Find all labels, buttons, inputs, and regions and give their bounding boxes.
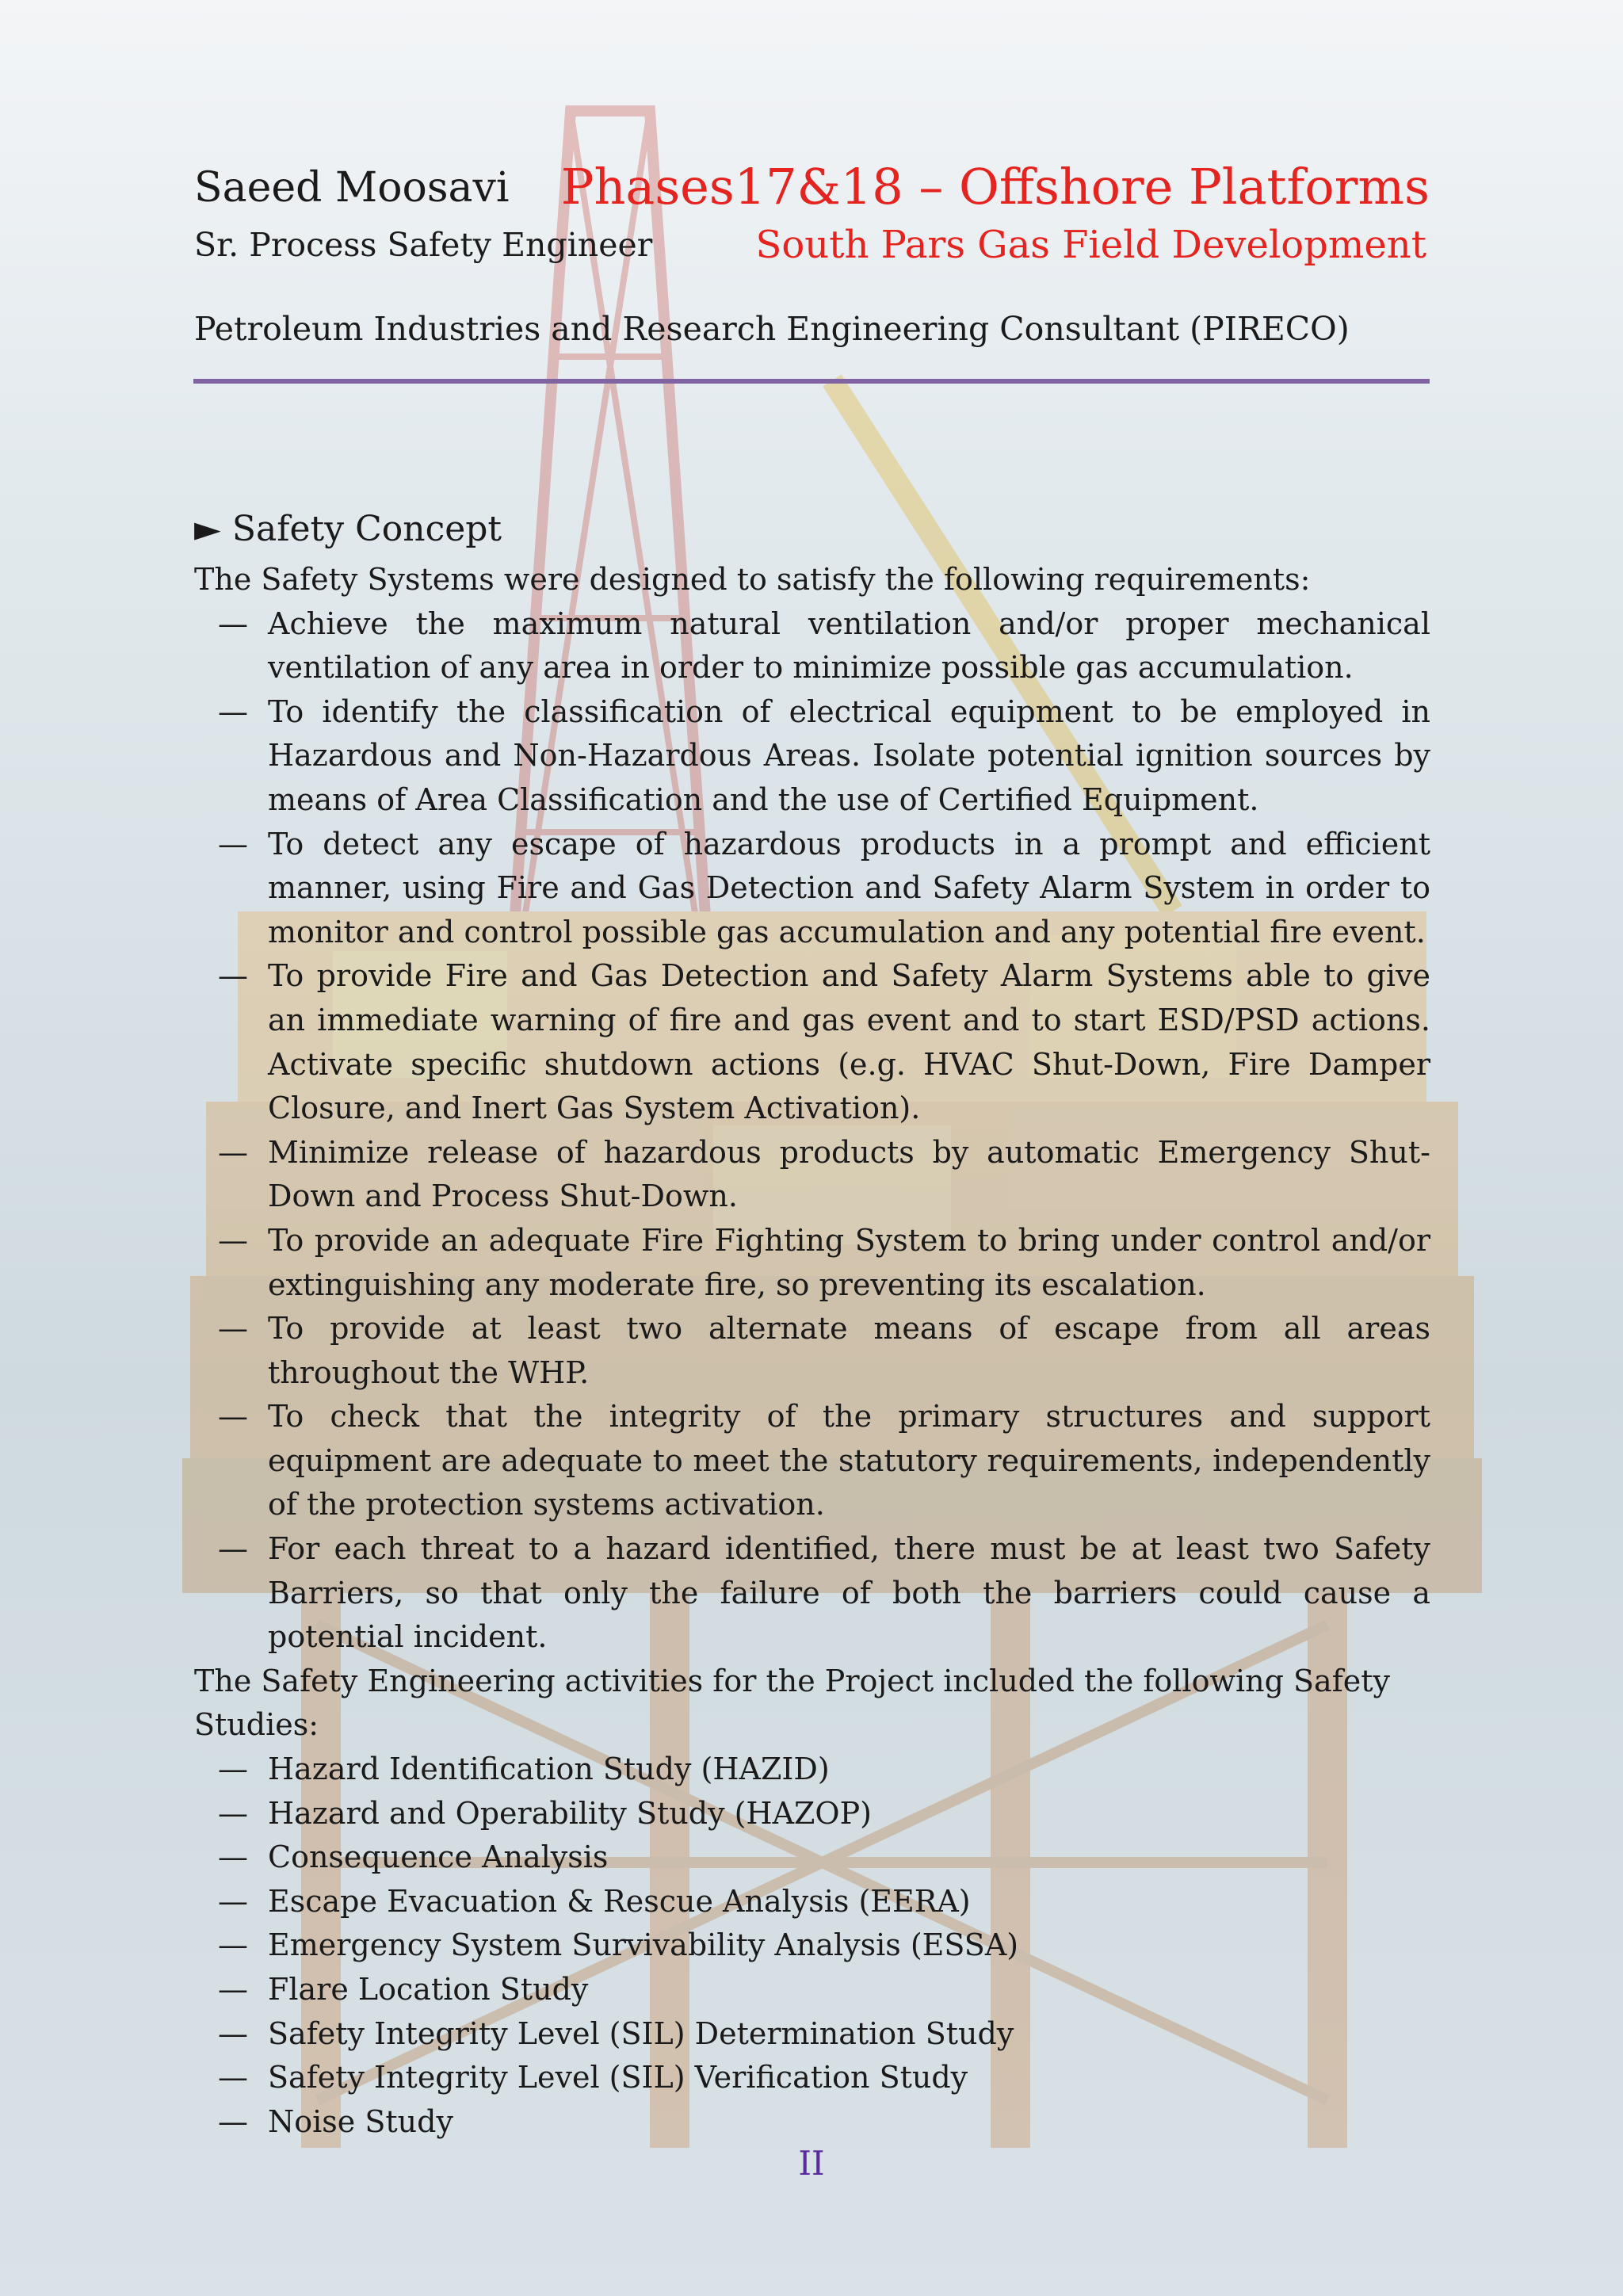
list-item-text: Safety Integrity Level (SIL) Determination Study [268, 2015, 1014, 2051]
header-divider [193, 379, 1430, 384]
dash-bullet: — [218, 1399, 248, 1435]
dash-bullet: — [218, 826, 248, 861]
list-item [194, 2012, 1430, 2057]
list-item-text: Consequence Analysis [268, 1839, 609, 1875]
dash-bullet: — [218, 958, 248, 994]
list-item [194, 1131, 1430, 1219]
list-item-text: To provide at least two alternate means of escape from all areas throughout the WHP. [268, 1311, 1430, 1390]
dash-bullet: — [218, 1883, 248, 1919]
list-item-text: Escape Evacuation & Rescue Analysis (EERA) [268, 1883, 971, 1919]
list-item-text: Noise Study [268, 2103, 453, 2139]
studies-list [194, 1748, 1430, 2144]
list-item [194, 1748, 1430, 1792]
section-heading [194, 502, 1430, 557]
list-item-text: Achieve the maximum natural ventilation and/or proper mechanical ventilation of any area in order to minimize possible gas accumulation. [268, 606, 1430, 686]
list-item-text: For each threat to a hazard identified, there must be at least two Safety Barriers, so that only the failure of both the barriers could cause a potential incident. [268, 1531, 1430, 1655]
list-item-text: Safety Integrity Level (SIL) Verification Study [268, 2060, 968, 2095]
dash-bullet: — [218, 1795, 248, 1831]
arrow-right-icon: ► [194, 509, 221, 549]
dash-bullet: — [218, 1531, 248, 1567]
list-item-text: Minimize release of hazardous products by automatic Emergency Shut-Down and Process Shut-Down. [268, 1134, 1430, 1214]
list-item [194, 954, 1430, 1130]
dash-bullet: — [218, 1972, 248, 2007]
main-content [194, 502, 1430, 2144]
dash-bullet: — [218, 1311, 248, 1347]
dash-bullet: — [218, 1752, 248, 1787]
list-item-text: Flare Location Study [268, 1972, 589, 2007]
author-role: Sr. Process Safety Engineer [194, 226, 653, 264]
project-title: Phases17&18 – Offshore Platforms [560, 158, 1430, 216]
list-item [194, 1395, 1430, 1527]
dash-bullet: — [218, 606, 248, 641]
list-item-text: To detect any escape of hazardous products in a prompt and efficient manner, using Fire and Gas Detection and Safety Alarm System in order to monitor and control possible gas accumulation and any potential fire event. [268, 826, 1430, 949]
dash-bullet: — [218, 2103, 248, 2139]
list-item-text: To provide an adequate Fire Fighting System to bring under control and/or extinguishing any moderate fire, so preventing its escalation. [268, 1222, 1430, 1302]
list-item [194, 1924, 1430, 1968]
list-item [194, 690, 1430, 823]
author-name: Saeed Moosavi [194, 164, 510, 212]
dash-bullet: — [218, 1222, 248, 1258]
list-item [194, 602, 1430, 690]
list-item [194, 1527, 1430, 1660]
section-title-text: Safety Concept [231, 509, 502, 549]
list-item-text: To identify the classification of electrical equipment to be employed in Hazardous and Non-Hazardous Areas. Isolate potential ignition sources by means of Area Classification and the use of Certified Equipment. [268, 693, 1430, 817]
company-name: Petroleum Industries and Research Engineering Consultant (PIRECO) [194, 310, 1350, 348]
dash-bullet: — [218, 2015, 248, 2051]
list-item [194, 1792, 1430, 1836]
list-item [194, 2056, 1430, 2100]
list-item-text: To provide Fire and Gas Detection and Safety Alarm Systems able to give an immediate warning of fire and gas event and to start ESD/PSD actions. Activate specific shutdown actions (e.g. HVAC Shut-Down, Fire Damper Closure, and Inert Gas System Activation). [268, 958, 1430, 1126]
list-item-text: Hazard Identification Study (HAZID) [268, 1752, 830, 1787]
project-subtitle: South Pars Gas Field Development [755, 223, 1426, 267]
studies-intro: The Safety Engineering activities for the Project included the following Safety Studies: [194, 1663, 1390, 1743]
page-number: II [798, 2144, 825, 2183]
list-item-text: Emergency System Survivability Analysis (ESSA) [268, 1927, 1019, 1963]
list-item [194, 1836, 1430, 1880]
requirements-intro: The Safety Systems were designed to satisfy the following requirements: [194, 562, 1311, 597]
dash-bullet: — [218, 1839, 248, 1875]
list-item-text: Hazard and Operability Study (HAZOP) [268, 1795, 872, 1831]
dash-bullet: — [218, 2060, 248, 2095]
dash-bullet: — [218, 693, 248, 729]
list-item [194, 1307, 1430, 1395]
list-item [194, 1968, 1430, 2012]
list-item [194, 1880, 1430, 1924]
list-item [194, 2100, 1430, 2145]
list-item [194, 1219, 1430, 1307]
list-item-text: To check that the integrity of the primary structures and support equipment are adequate to meet the statutory requirements, independently of the protection systems activation. [268, 1399, 1430, 1522]
dash-bullet: — [218, 1927, 248, 1963]
requirements-list [194, 602, 1430, 1660]
list-item [194, 823, 1430, 955]
dash-bullet: — [218, 1134, 248, 1170]
